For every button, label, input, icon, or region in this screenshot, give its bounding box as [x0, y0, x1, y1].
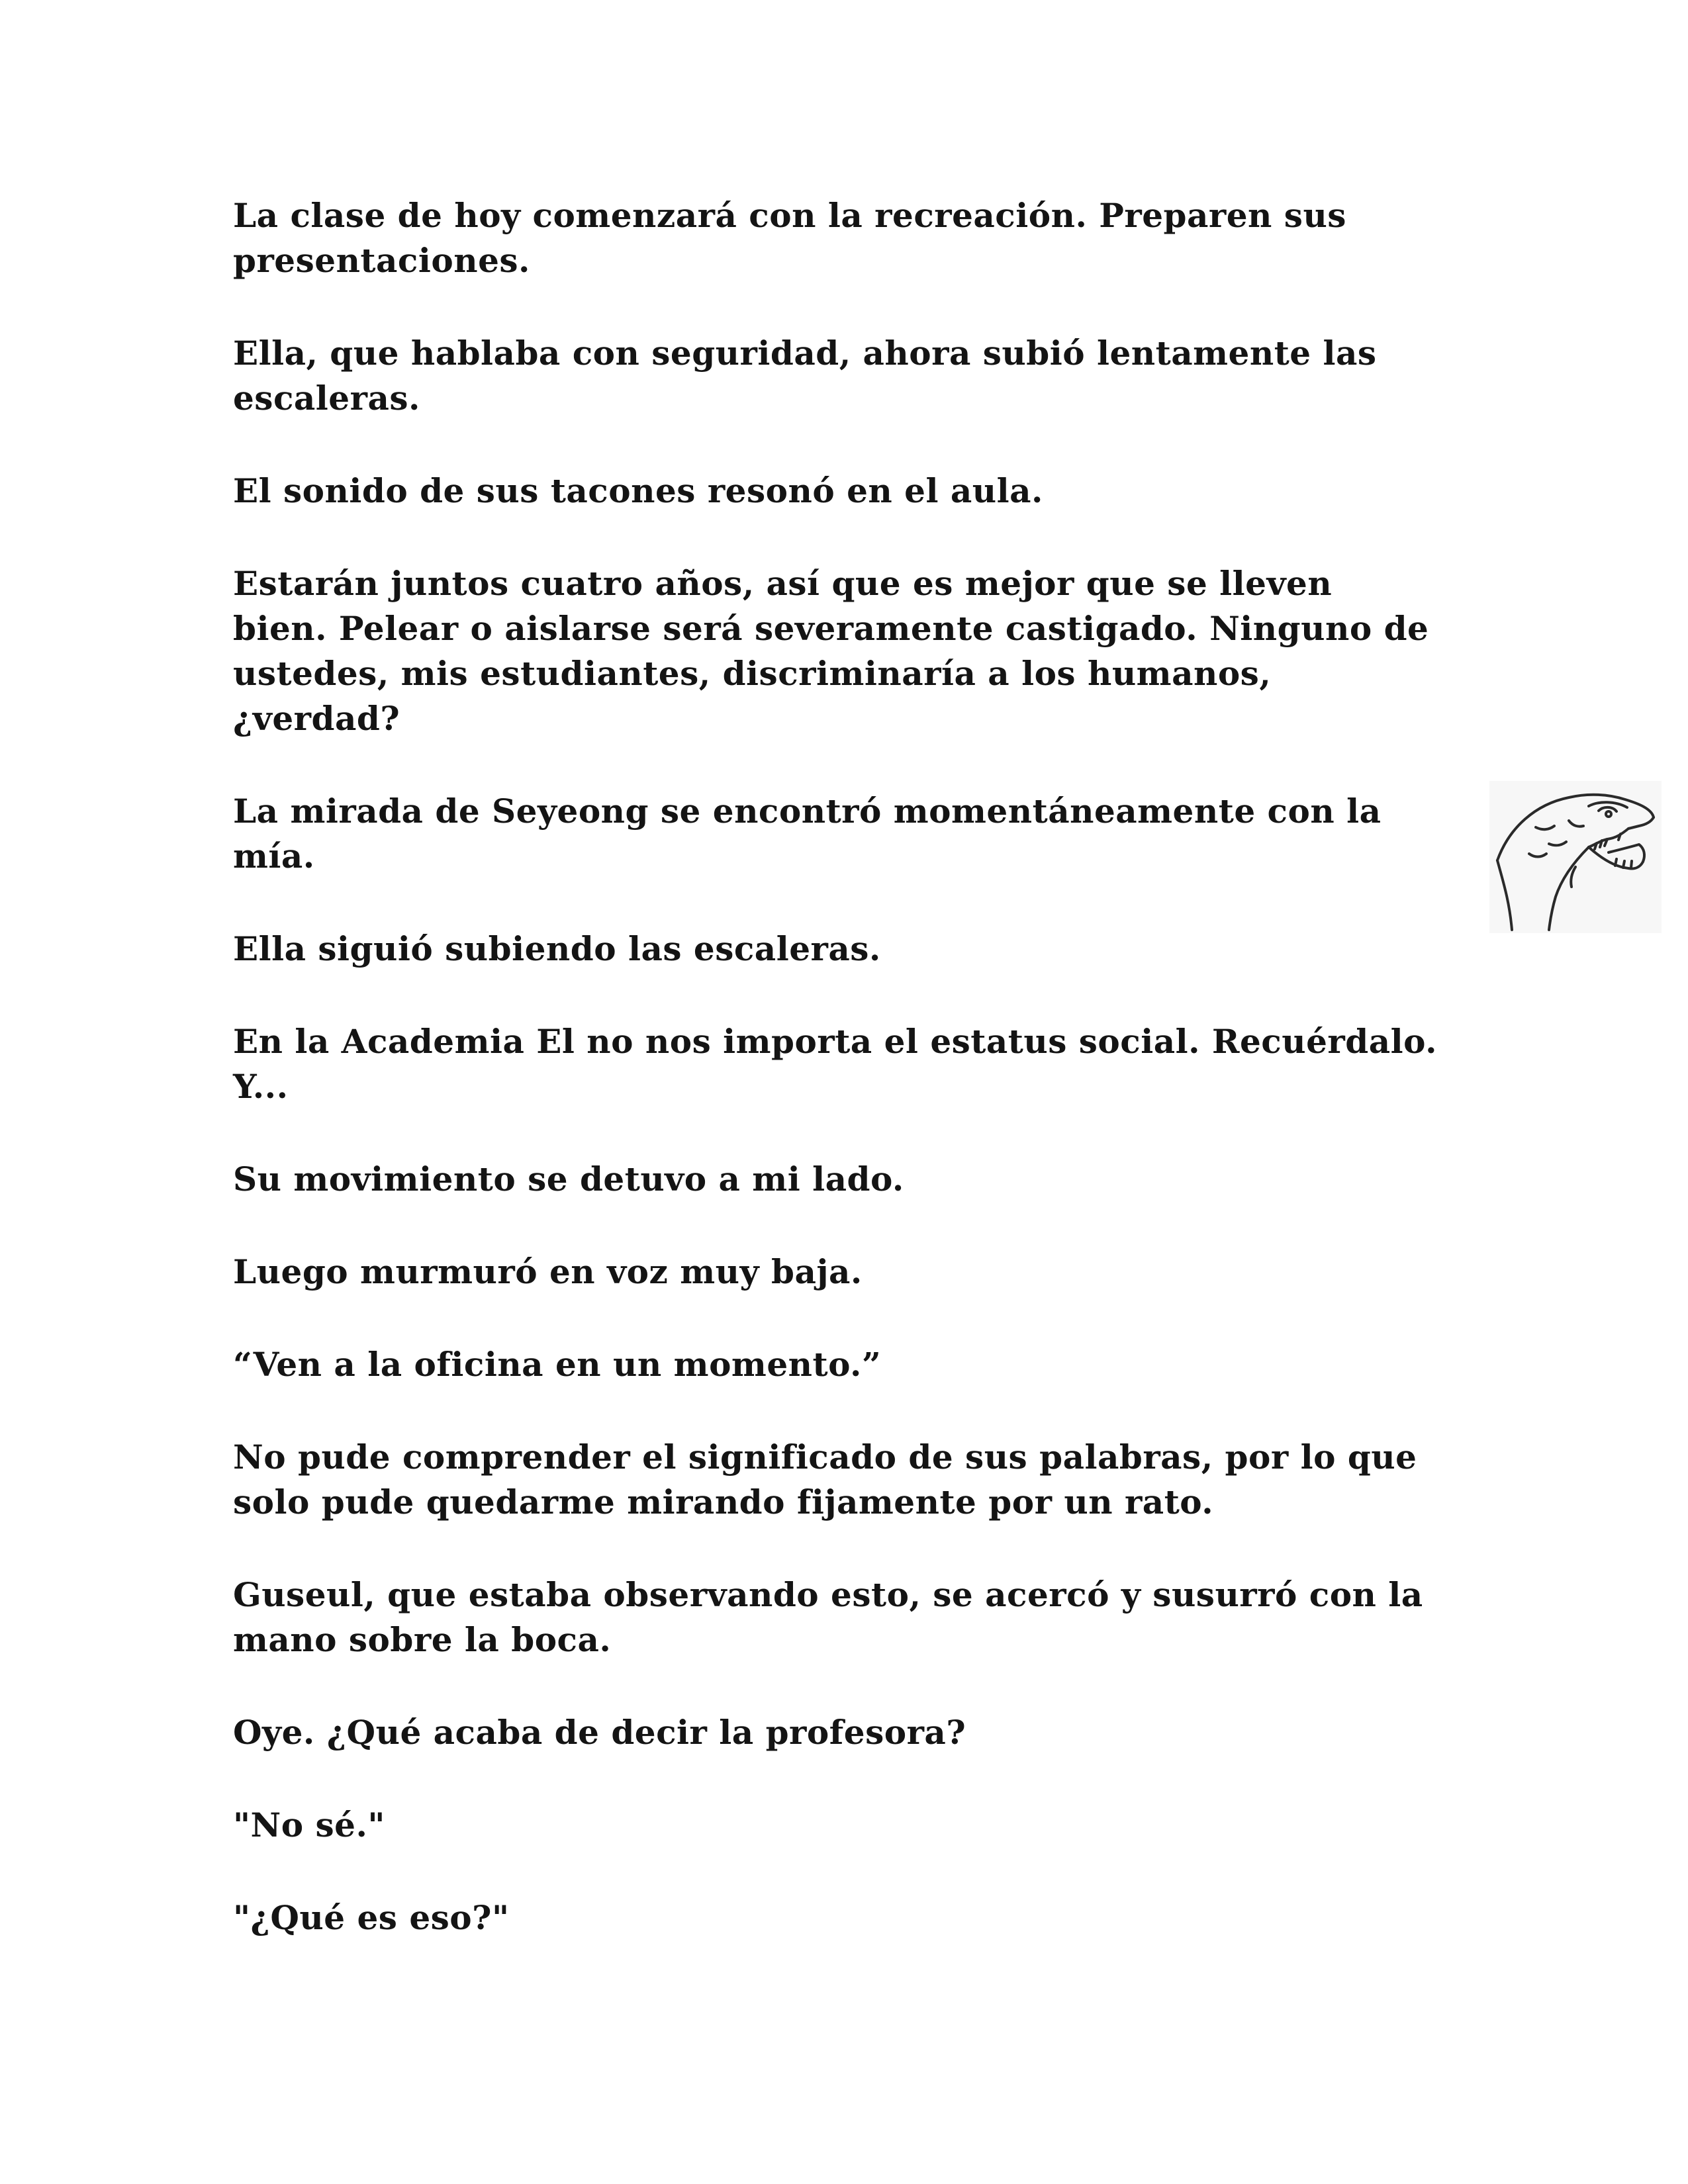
paragraph-5: La mirada de Seyeong se encontró momentáneamente con la mía.: [233, 792, 1382, 876]
document-body: [233, 193, 1438, 1988]
paragraph-7: En la Academia El no nos importa el estatus social. Recuérdalo. Y...: [233, 1022, 1437, 1106]
paragraph-15: "¿Qué es eso?": [233, 1898, 510, 1937]
paragraph-6: Ella siguió subiendo las escaleras.: [233, 929, 881, 968]
paragraph-12: Guseul, que estaba observando esto, se acercó y susurró con la mano sobre la boca.: [233, 1575, 1423, 1659]
paragraph-2: Ella, que hablaba con seguridad, ahora subió lentamente las escaleras.: [233, 334, 1377, 418]
dinosaur-head-sketch-icon: [1489, 781, 1662, 933]
paragraph-13: Oye. ¿Qué acaba de decir la profesora?: [233, 1713, 966, 1752]
paragraph-8: Su movimiento se detuvo a mi lado.: [233, 1160, 904, 1199]
paragraph-4: Estarán juntos cuatro años, así que es mejor que se lleven bien. Pelear o aislarse será severamente castigado. Ninguno de ustedes, mis estudiantes, discriminaría a los humanos, ¿verdad?: [233, 564, 1429, 738]
paragraph-9: Luego murmuró en voz muy baja.: [233, 1252, 863, 1291]
paragraph-10: “Ven a la oficina en un momento.”: [233, 1345, 882, 1384]
paragraph-3: El sonido de sus tacones resonó en el aula.: [233, 471, 1043, 510]
paragraph-14: "No sé.": [233, 1805, 385, 1844]
paragraph-11: No pude comprender el significado de sus palabras, por lo que solo pude quedarme mirando fijamente por un rato.: [233, 1437, 1417, 1522]
paragraph-1: La clase de hoy comenzará con la recreación. Preparen sus presentaciones.: [233, 196, 1346, 280]
